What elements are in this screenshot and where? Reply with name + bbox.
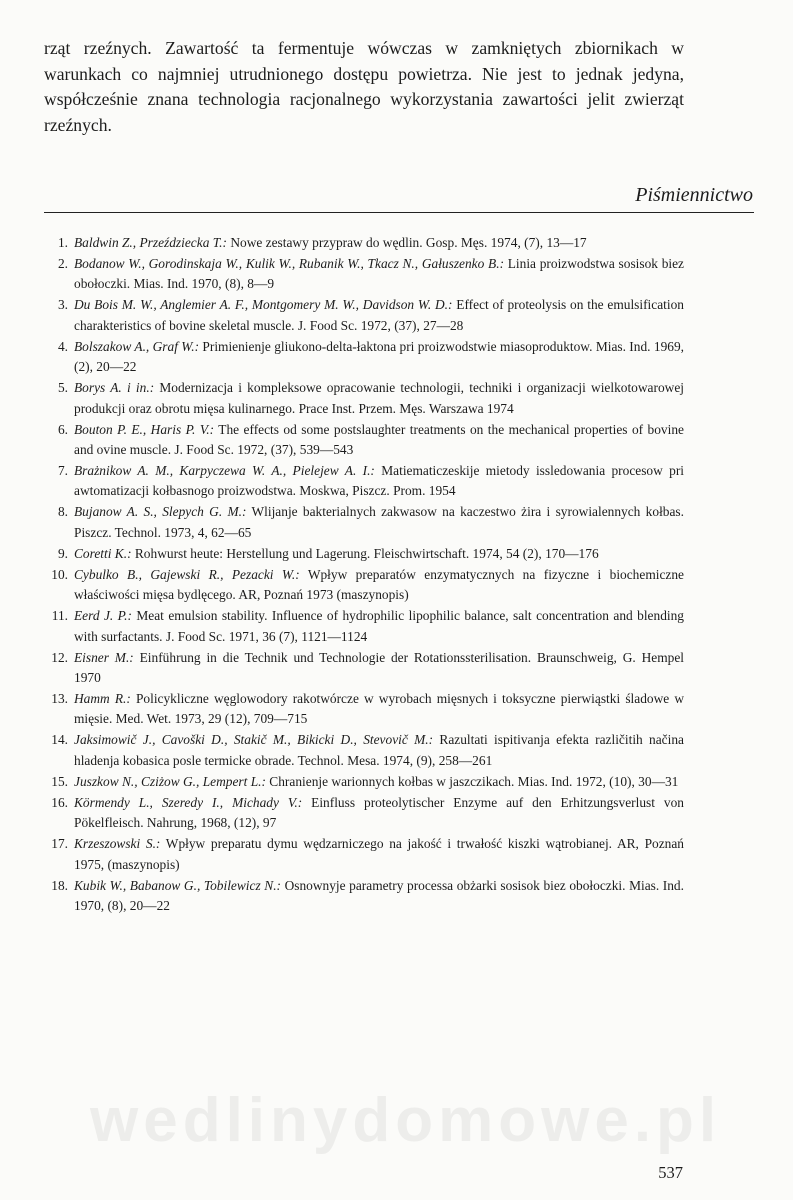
reference-number: 13.	[51, 691, 68, 707]
reference-text: Wlijanje bakterialnych zakwasow na kaczestwo żira i syrowialennych kołbas. Piszcz. Technol. 1973, 4, 62—65	[74, 504, 684, 540]
reference-text: Meat emulsion stability. Influence of hydrophilic lipophilic balance, salt concentration and blending with surfactants. J. Food Sc. 1971, 36 (7), 1121—1124	[74, 608, 685, 644]
reference-item	[44, 730, 684, 771]
reference-number: 4.	[57, 338, 68, 354]
section-title: Piśmiennictwo	[635, 184, 753, 206]
reference-number: 6.	[57, 421, 68, 437]
reference-text: Nowe zestawy przypraw do wędlin. Gosp. Męs. 1974, (7), 13—17	[227, 235, 587, 250]
reference-item	[44, 834, 684, 875]
reference-item	[44, 461, 684, 502]
reference-text: Matiematiczeskije mietody issledowania procesow pri awtomatizacji kołbasnogo proizwodstwa. Moskwa, Piszcz. Prom. 1954	[74, 463, 685, 499]
reference-text: Osnownyje parametry processa obżarki sosisok biez obołoczki. Mias. Ind. 1970, (8), 20—22	[74, 877, 684, 914]
reference-item	[44, 772, 684, 792]
watermark: wedlinydomowe.pl	[90, 1086, 722, 1155]
reference-authors: Eerd J. P.:	[74, 608, 132, 624]
reference-item	[44, 337, 684, 378]
reference-list	[44, 233, 684, 917]
intro-paragraph	[44, 36, 684, 138]
reference-item	[44, 378, 684, 419]
reference-authors: Cybulko B., Gajewski R., Pezacki W.:	[74, 566, 300, 582]
reference-item	[44, 876, 684, 917]
reference-item	[44, 606, 684, 647]
reference-item	[44, 295, 684, 336]
reference-text: Wpływ preparatów enzymatycznych na fizyczne i biochemiczne właściwości mięsa bydlęcego. AR, Poznań 1973 (maszynopis)	[74, 566, 684, 603]
reference-authors: Bolszakow A., Graf W.:	[74, 338, 200, 354]
reference-number: 7.	[57, 463, 68, 479]
reference-text: Razultati ispitivanja efekta različitih načina hladenja kobasica posle termicke obrade. Technol. Mesa. 1974, (9), 258—261	[74, 732, 684, 768]
reference-number: 16.	[51, 794, 68, 810]
reference-authors: Hamm R.:	[74, 691, 131, 707]
section-divider	[44, 212, 754, 213]
reference-number: 2.	[57, 256, 68, 271]
reference-item	[44, 544, 684, 564]
reference-number: 17.	[51, 836, 68, 852]
reference-text: Linia proizwodstwa sosisok biez obołoczki. Mias. Ind. 1970, (8), 8—9	[74, 256, 685, 292]
reference-authors: Brażnikow A. M., Karpyczewa W. A., Pielejew A. I.:	[74, 463, 375, 479]
reference-authors: Borys A. i in.:	[74, 380, 155, 396]
reference-authors: Krzeszowski S.:	[74, 836, 161, 852]
reference-number: 8.	[57, 504, 68, 520]
reference-item	[44, 420, 684, 461]
reference-number: 11.	[51, 608, 68, 624]
reference-authors: Körmendy L., Szeredy I., Michady V.:	[74, 794, 303, 810]
intro-text: rząt rzeźnych. Zawartość ta fermentuje wówczas w zamkniętych zbiornikach w warunkach co najmniej utrudnionego dostępu powietrza. Nie jest to jednak jedyna, współcześnie znana technologia racjonalnego wykorzystania zawartości jelit zwierząt rzeźnych.	[44, 38, 684, 135]
reference-text: Einfluss proteolytischer Enzyme auf den Erhitzungsverlust von Pökelfleisch. Nahrung, 1968, (12), 97	[74, 794, 684, 831]
reference-number: 5.	[57, 380, 68, 396]
reference-text: Einführung in die Technik und Technologie der Rotationssterilisation. Braunschweig, G. Hempel 1970	[74, 649, 684, 686]
reference-number: 1.	[57, 235, 68, 250]
reference-number: 15.	[51, 773, 68, 789]
reference-number: 12.	[51, 649, 68, 665]
reference-authors: Jaksimowič J., Cavoški D., Stakič M., Bikicki D., Stevovič M.:	[74, 732, 434, 748]
reference-authors: Bodanow W., Gorodinskaja W., Kulik W., Rubanik W., Tkacz N., Gałuszenko B.:	[74, 256, 505, 271]
reference-authors: Eisner M.:	[74, 649, 134, 665]
reference-text: Effect of proteolysis on the emulsification charakteristics of bovine skeletal muscle. J. Food Sc. 1972, (37), 27—28	[74, 297, 684, 333]
reference-number: 18.	[51, 877, 68, 893]
reference-text: Policykliczne węglowodory rakotwórcze w wyrobach mięsnych i toksyczne pierwiąstki śladowe w mięsie. Med. Wet. 1973, 29 (12), 709—715	[74, 691, 684, 727]
reference-authors: Coretti K.:	[74, 545, 132, 561]
reference-item	[44, 648, 684, 689]
reference-text: Rohwurst heute: Herstellung und Lagerung. Fleischwirtschaft. 1974, 54 (2), 170—176	[131, 545, 599, 561]
reference-item	[44, 689, 684, 730]
reference-item	[44, 254, 684, 295]
reference-authors: Juszkow N., Cziżow G., Lempert L.:	[74, 773, 266, 789]
reference-text: Modernizacja i kompleksowe opracowanie technologii, techniki i organizacji wielkotowarowej produkcji oraz obrotu mięsa kulinarnego. Prace Inst. Przem. Męs. Warszawa 1974	[74, 380, 684, 416]
reference-item	[44, 233, 684, 253]
reference-authors: Bouton P. E., Haris P. V.:	[74, 421, 215, 437]
reference-number: 14.	[51, 732, 68, 748]
reference-number: 9.	[57, 545, 68, 561]
reference-authors: Bujanow A. S., Slepych G. M.:	[74, 504, 247, 520]
reference-text: Wpływ preparatu dymu wędzarniczego na jakość i trwałość kiszki wątrobianej. AR, Poznań 1975, (maszynopis)	[74, 836, 684, 872]
reference-text: The effects od some postslaughter treatments on the mechanical properties of bovine and ovine muscle. J. Food Sc. 1972, (37), 539—543	[74, 421, 684, 458]
reference-item	[44, 502, 684, 543]
reference-number: 3.	[57, 297, 68, 313]
reference-number: 10.	[51, 566, 68, 582]
reference-authors: Baldwin Z., Przeździecka T.:	[74, 235, 227, 250]
reference-text: Primienienje gliukono-delta-łaktona pri proizwodstwie miasoproduktow. Mias. Ind. 1969, (2), 20—22	[74, 338, 684, 375]
reference-authors: Kubik W., Babanow G., Tobilewicz N.:	[74, 877, 281, 893]
reference-text: Chranienje warionnych kołbas w jaszczikach. Mias. Ind. 1972, (10), 30—31	[265, 773, 679, 789]
page-number: 537	[658, 1163, 683, 1182]
reference-item	[44, 565, 684, 606]
reference-authors: Du Bois M. W., Anglemier A. F., Montgomery M. W., Davidson W. D.:	[74, 297, 453, 313]
reference-item	[44, 793, 684, 834]
